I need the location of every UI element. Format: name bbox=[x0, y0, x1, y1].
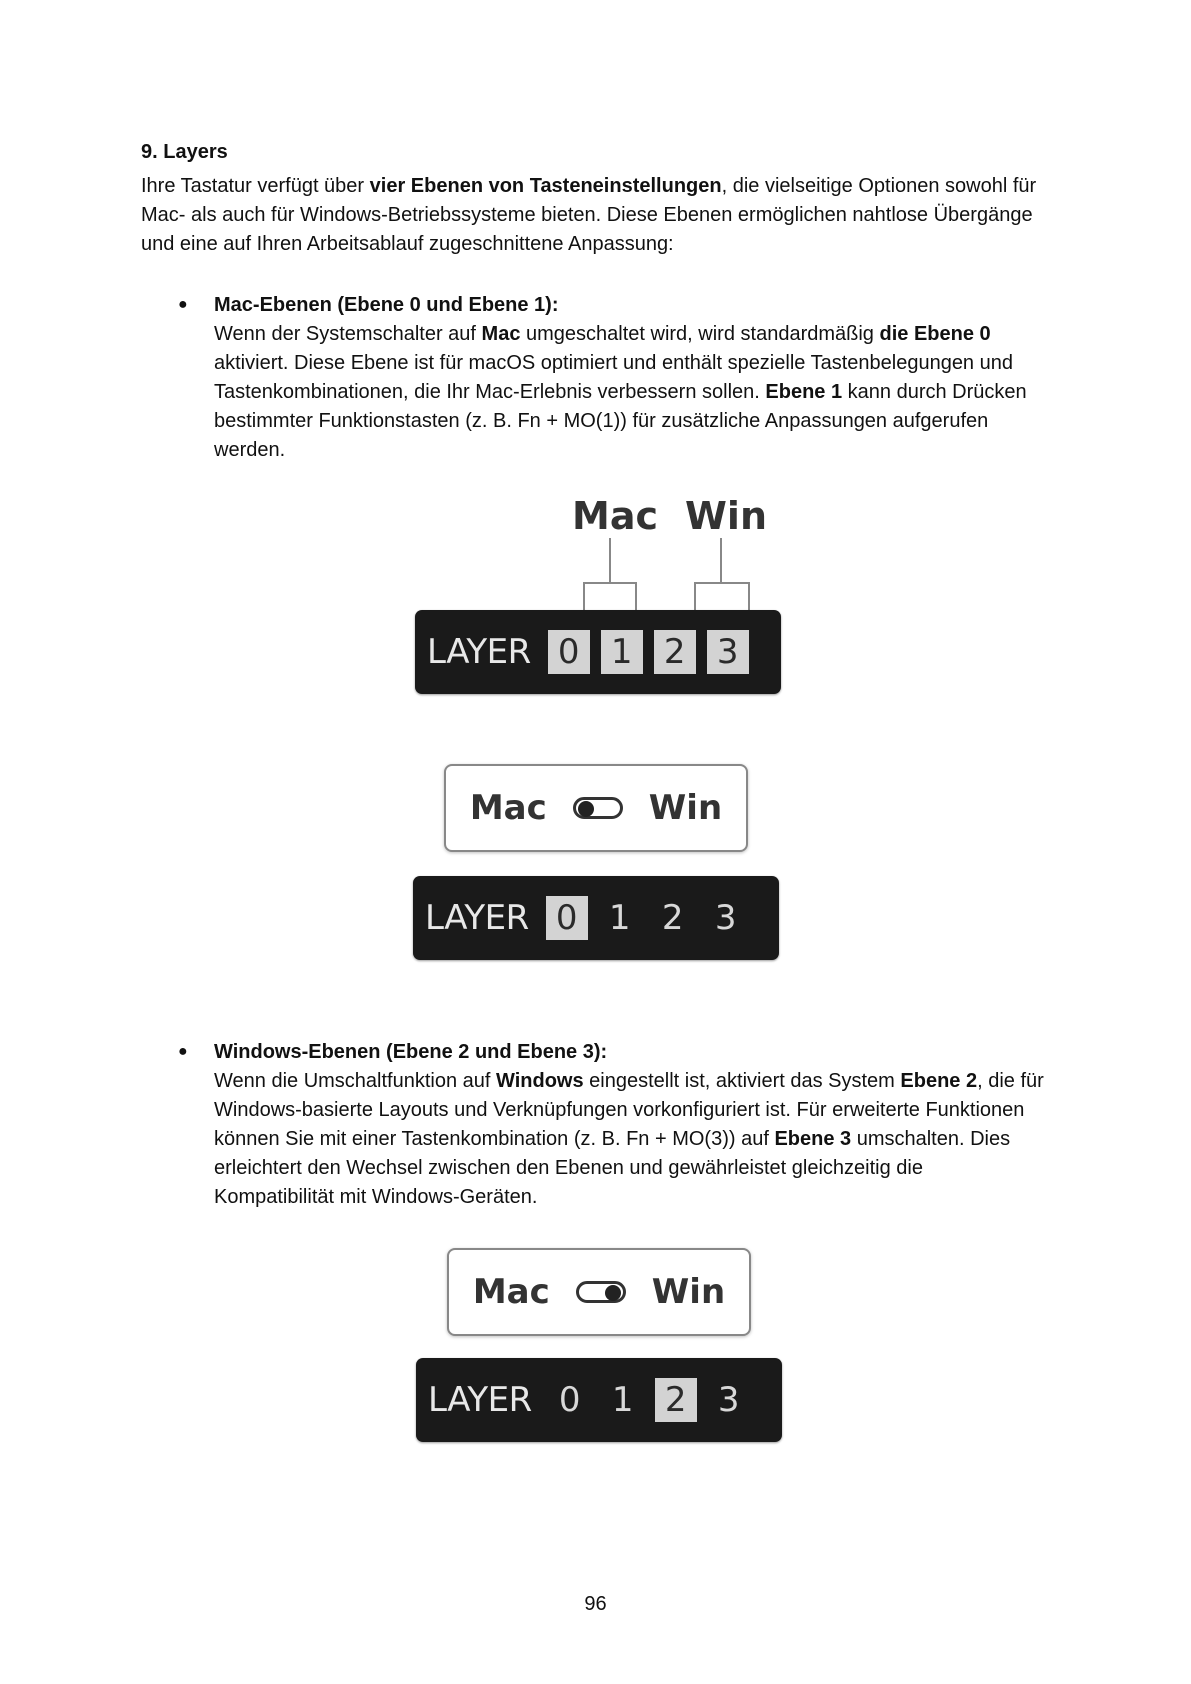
layer-0: 0 bbox=[558, 1380, 581, 1420]
win-text-3: , die für Windows-basierte Layouts und Verknüpfungen vorkonfiguriert ist. Für erweiterte Funktionen können Sie mit einer Tastenkombination (z. B. Fn + MO(3)) auf bbox=[214, 1070, 1044, 1150]
layer-2: 2 bbox=[655, 1378, 697, 1422]
layer-3: 3 bbox=[714, 898, 737, 938]
mac-text-1: Wenn der Systemschalter auf bbox=[214, 323, 482, 345]
win-layers-title: Windows-Ebenen (Ebene 2 und Ebene 3): bbox=[214, 1041, 608, 1063]
mac-bold-2: die Ebene 0 bbox=[879, 323, 991, 345]
mac-text-4: kann durch Drücken bestimmter Funktionstasten (z. B. Fn + MO(1)) für zusätzliche Anpassungen aufgerufen werden. bbox=[214, 381, 1027, 461]
layer-word: LAYER bbox=[425, 898, 529, 938]
win-text-4: umschalten. Dies erleichtert den Wechsel zwischen den Ebenen und gewährleistet gleichzeitig die Kompatibilität mit Windows-Geräten. bbox=[214, 1128, 1011, 1208]
layer-0: 0 bbox=[546, 896, 588, 940]
mac-bold-3: Ebene 1 bbox=[765, 381, 843, 403]
intro-bold: vier Ebenen von Tasteneinstellungen bbox=[369, 175, 722, 197]
mac-layers-item bbox=[214, 291, 1044, 465]
page-number: 96 bbox=[584, 1593, 607, 1615]
switch-mac-label: Mac bbox=[469, 788, 547, 828]
toggle-switch-icon bbox=[576, 1281, 626, 1303]
intro-text: Ihre Tastatur verfügt über bbox=[141, 175, 370, 197]
bullet-mac: ● bbox=[178, 296, 188, 313]
win-bold-3: Ebene 3 bbox=[774, 1128, 852, 1150]
bullet-win: ● bbox=[178, 1043, 188, 1060]
toggle-switch-icon bbox=[573, 797, 623, 819]
system-switch-mac bbox=[444, 764, 748, 852]
win-text-2: eingestellt ist, aktiviert das System bbox=[583, 1070, 901, 1092]
switch-win-label: Win bbox=[648, 788, 723, 828]
layer-indicator-win bbox=[416, 1358, 782, 1442]
diagram-win-label: Win bbox=[685, 494, 767, 538]
layer-1: 1 bbox=[601, 630, 643, 674]
win-connector-line bbox=[720, 538, 722, 583]
switch-mac-label: Mac bbox=[472, 1272, 550, 1312]
mac-text-2: umgeschaltet wird, wird standardmäßig bbox=[520, 323, 880, 345]
layer-3: 3 bbox=[717, 1380, 740, 1420]
layer-0: 0 bbox=[548, 630, 590, 674]
win-text-1: Wenn die Umschaltfunktion auf bbox=[214, 1070, 497, 1092]
layer-1: 1 bbox=[608, 898, 631, 938]
mac-text-3: aktiviert. Diese Ebene ist für macOS optimiert und enthält spezielle Tastenbelegungen und Tastenkombinationen, die Ihr Mac-Erlebnis verbessern sollen. bbox=[214, 352, 1013, 403]
layer-3: 3 bbox=[707, 630, 749, 674]
section-heading: 9. Layers bbox=[141, 141, 228, 163]
mac-layers-title: Mac-Ebenen (Ebene 0 und Ebene 1): bbox=[214, 294, 559, 316]
switch-win-label: Win bbox=[651, 1272, 726, 1312]
intro-paragraph bbox=[141, 172, 1041, 259]
win-bold-1: Windows bbox=[496, 1070, 584, 1092]
layer-indicator-all bbox=[415, 610, 781, 694]
layer-2: 2 bbox=[661, 898, 684, 938]
layer-word: LAYER bbox=[427, 632, 531, 672]
mac-connector-line bbox=[609, 538, 611, 583]
layer-word: LAYER bbox=[428, 1380, 532, 1420]
layer-indicator-mac bbox=[413, 876, 779, 960]
layer-1: 1 bbox=[611, 1380, 634, 1420]
system-switch-win bbox=[447, 1248, 751, 1336]
diagram-mac-label: Mac bbox=[572, 494, 658, 538]
win-bold-2: Ebene 2 bbox=[900, 1070, 978, 1092]
mac-bold-1: Mac bbox=[481, 323, 521, 345]
win-layers-item bbox=[214, 1038, 1044, 1212]
intro-text-rest: , die vielseitige Optionen sowohl für Mac- als auch für Windows-Betriebssysteme bieten. Diese Ebenen ermöglichen nahtlose Übergänge und eine auf Ihren Arbeitsablauf zugeschnittene Anpassung: bbox=[141, 175, 1037, 255]
layer-2: 2 bbox=[654, 630, 696, 674]
